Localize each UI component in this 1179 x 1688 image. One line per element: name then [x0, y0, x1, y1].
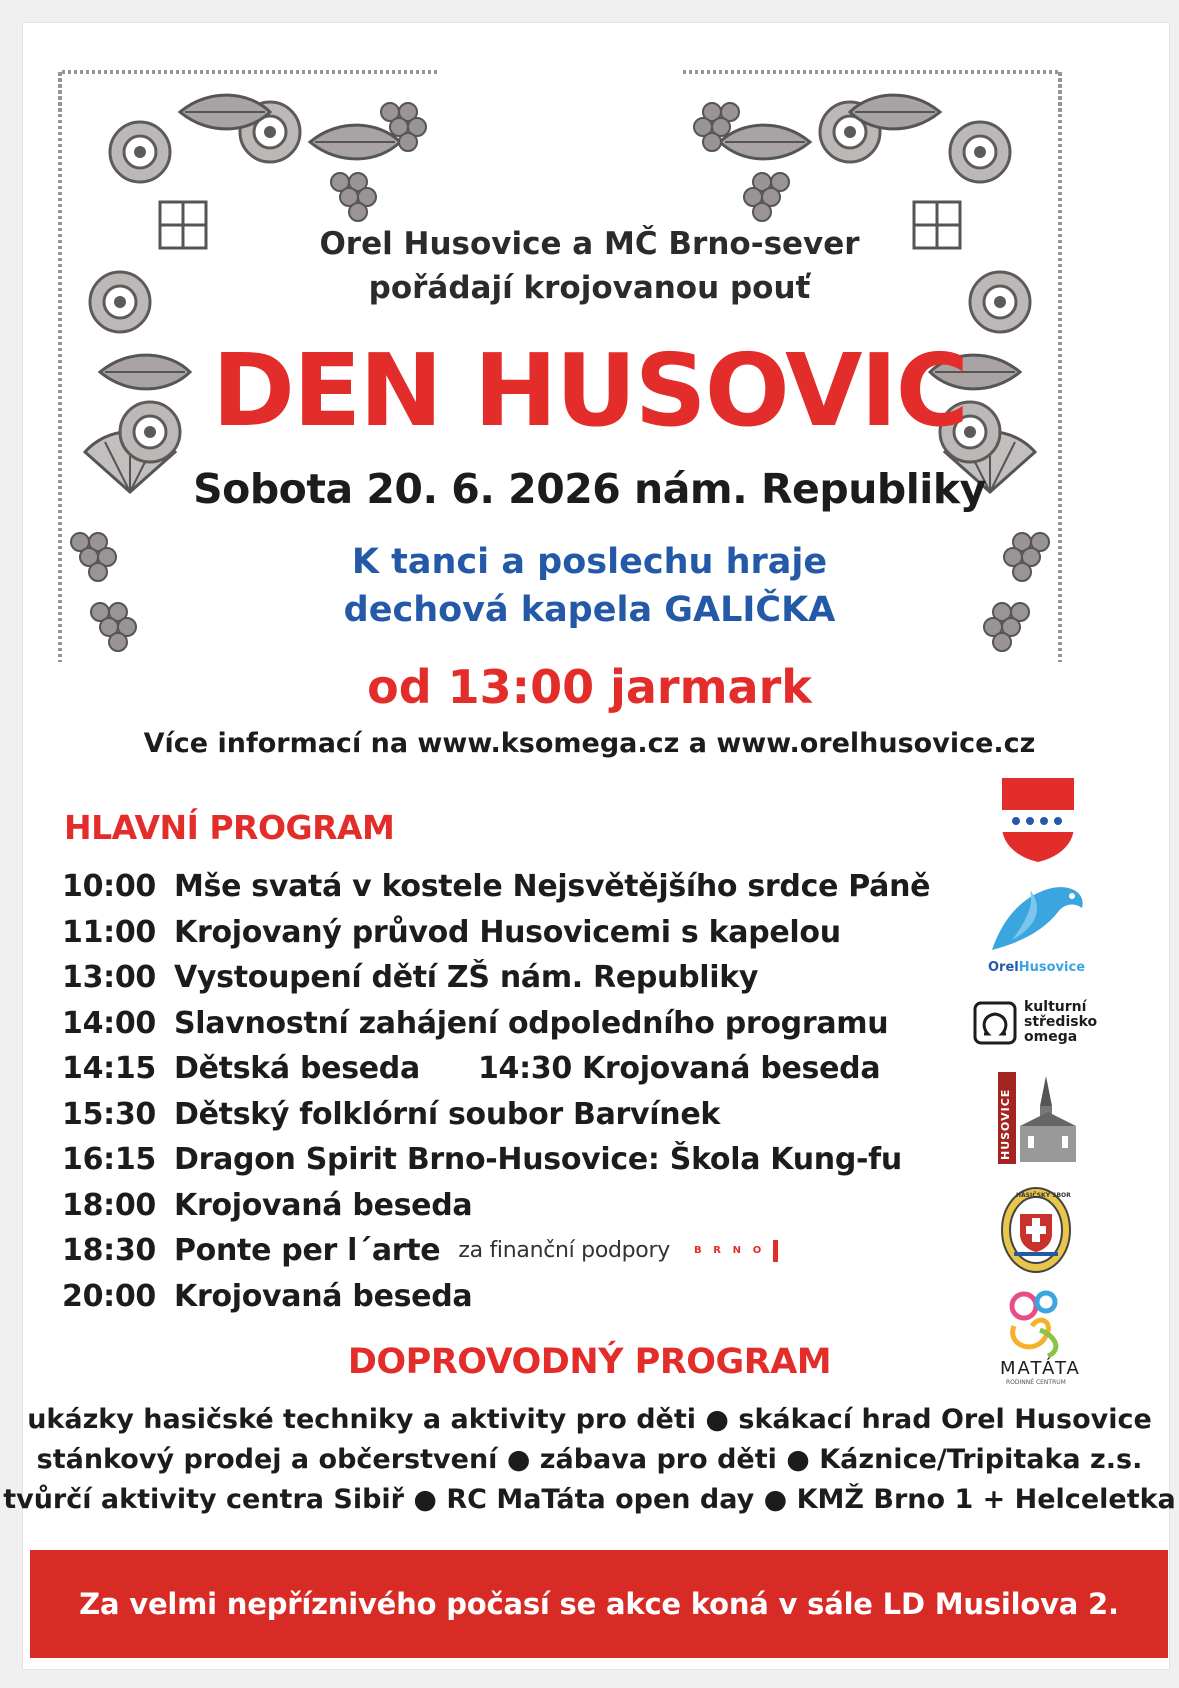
program-time: 10:00 — [62, 869, 156, 905]
program-time: 14:15 — [62, 1051, 156, 1087]
side-program-line: stánkový prodej a občerstvení ● zábava pro děti ● Káznice/Tripitaka z.s. — [36, 1444, 1143, 1475]
brno-logo — [694, 1240, 788, 1262]
program-row — [62, 1137, 930, 1183]
program-row — [62, 1183, 930, 1229]
fire-brigade-label: HASIČSKÝ SBOR — [1016, 1192, 1071, 1199]
side-program-list — [0, 1400, 1179, 1520]
program-row — [62, 1046, 930, 1092]
side-program-line: tvůrčí aktivity centra Sibiř ● RC MaTáta open day ● KMŽ Brno 1 + Helceletka — [3, 1484, 1176, 1515]
support-text: za finanční podpory — [458, 1238, 670, 1264]
program-time: 13:00 — [62, 960, 156, 996]
date-place: Sobota 20. 6. 2026 nám. Republiky — [193, 465, 986, 513]
band-info — [0, 538, 1179, 634]
brno-logo-letter: R — [713, 1245, 721, 1257]
husovice-brand: Husovice — [1018, 960, 1086, 975]
program-row — [62, 1274, 930, 1320]
program-row — [62, 1001, 930, 1047]
husovice-church-logo — [998, 1072, 1078, 1164]
weather-notice-banner: Za velmi nepříznivého počasí se akce koná v sále LD Musilova 2. — [30, 1550, 1168, 1658]
omega-line1: kulturní — [1024, 999, 1087, 1015]
side-program-title: DOPROVODNÝ PROGRAM — [347, 1342, 832, 1382]
organizer-line1: Orel Husovice a MČ Brno-sever — [319, 226, 860, 262]
orel-husovice-logo — [982, 880, 1092, 980]
brno-logo-letter: B — [693, 1245, 702, 1257]
program-time: 11:00 — [62, 914, 156, 950]
matata-sub: RODINNÉ CENTRUM — [1006, 1379, 1066, 1386]
event-title: DEN HUSOVIC — [211, 332, 968, 449]
program-row — [62, 910, 930, 956]
program-row — [62, 1228, 930, 1274]
matata-name: MATÁTA — [1000, 1358, 1081, 1379]
program-text: Krojovaná beseda — [174, 1278, 473, 1314]
program-text: Krojovaný průvod Husovicemi s kapelou — [174, 914, 841, 950]
program-row — [62, 1092, 930, 1138]
program-time: 14:30 — [477, 1051, 572, 1087]
program-time: 14:00 — [62, 1005, 156, 1041]
info-websites: Více informací na www.ksomega.cz a www.orelhusovice.cz — [143, 728, 1036, 759]
market-time: od 13:00 jarmark — [367, 660, 812, 714]
band-line1: K tanci a poslechu hraje — [351, 542, 828, 582]
program-text: Vystoupení dětí ZŠ nám. Republiky — [174, 960, 759, 996]
husovice-vertical-label: HUSOVICE — [999, 1088, 1012, 1160]
program-text: Krojovaná beseda — [174, 1187, 473, 1223]
program-time: 20:00 — [62, 1278, 156, 1314]
main-program-title: HLAVNÍ PROGRAM — [64, 808, 395, 847]
omega-line2: středisko — [1024, 1014, 1098, 1030]
main-program-list — [62, 864, 930, 1319]
omega-line3: omega — [1024, 1029, 1078, 1045]
brno-logo-letter: N — [732, 1245, 741, 1257]
organizer-line2: pořádají krojovanou pouť — [368, 270, 811, 306]
program-row — [62, 864, 930, 910]
program-text: Ponte per l´arte — [174, 1233, 441, 1269]
program-time: 15:30 — [62, 1096, 156, 1132]
program-text: Mše svatá v kostele Nejsvětějšího srdce Páně — [174, 869, 931, 905]
program-text: Dětská beseda — [174, 1051, 420, 1087]
program-time: 18:00 — [62, 1187, 156, 1223]
husovice-coat-of-arms-logo — [1000, 776, 1076, 864]
band-line2: dechová kapela GALIČKA — [343, 590, 836, 630]
program-text: Dětský folklórní soubor Barvínek — [174, 1096, 721, 1132]
organizer-text — [0, 222, 1179, 310]
program-time: 18:30 — [62, 1233, 156, 1269]
ks-omega-logo — [972, 1000, 1112, 1056]
brno-logo-bar — [773, 1240, 778, 1262]
program-time: 16:15 — [62, 1142, 156, 1178]
program-text: Slavnostní zahájení odpoledního programu — [174, 1005, 889, 1041]
program-text: Krojovaná beseda — [581, 1051, 881, 1087]
program-text: Dragon Spirit Brno-Husovice: Škola Kung-fu — [174, 1142, 902, 1178]
fire-brigade-emblem-logo — [1000, 1186, 1072, 1274]
orel-brand: Orel — [988, 960, 1019, 975]
side-program-line: ukázky hasičské techniky a aktivity pro děti ● skákací hrad Orel Husovice — [27, 1404, 1152, 1435]
brno-logo-letter: O — [752, 1245, 761, 1257]
program-row — [62, 955, 930, 1001]
